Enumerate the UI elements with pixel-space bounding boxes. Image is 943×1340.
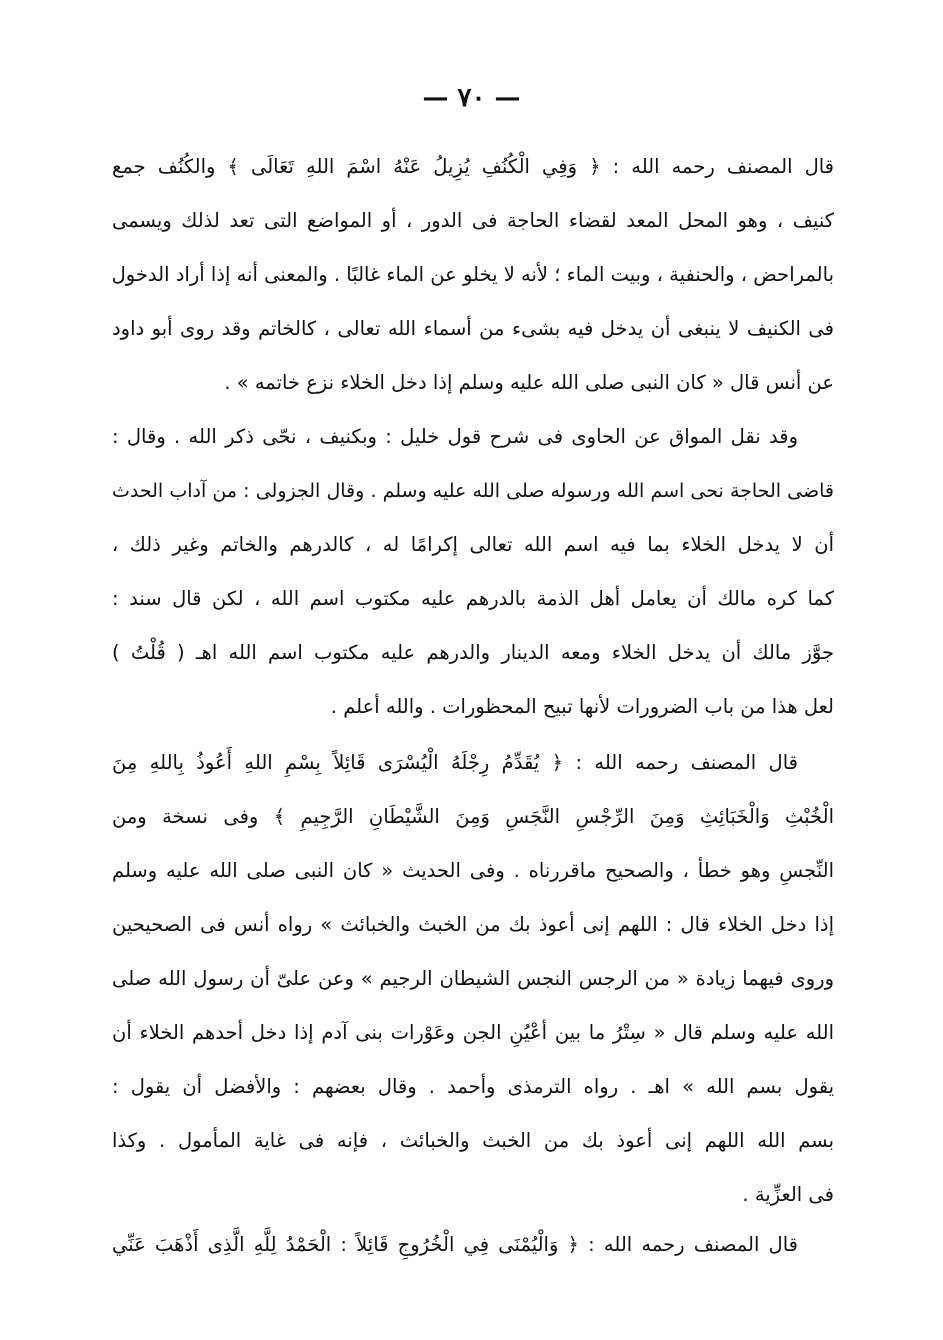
text-line: يقول بسم الله » اهـ . رواه الترمذى وأحمد . وقال بعضهم : والأفضل أن يقول : bbox=[112, 1075, 834, 1098]
text-line: فى الكنيف لا ينبغى أن يدخل فيه بشىء من أسماء الله تعالى ، كالخاتم وقد روى أبو داود bbox=[112, 317, 834, 340]
paragraph-3 bbox=[112, 736, 834, 1222]
text-line: وقد نقل المواق عن الحاوى فى شرح قول خليل : وبكنيف ، نحّى ذكر الله . وقال : bbox=[112, 425, 798, 448]
text-line: قال المصنف رحمه الله : ﴿ وَالْيُمْنَى فِي الْخُرُوجِ قَائِلاً : الْحَمْدُ لِلَّهِ الَّذِى أَذْهَبَ عَنِّي bbox=[112, 1233, 798, 1256]
paragraph-2 bbox=[112, 410, 834, 734]
text-line: بسم الله اللهم إنى أعوذ بك من الخبث والخبائث ، فإنه فى غاية المأمول . وكذا bbox=[112, 1129, 834, 1152]
text-line: إذا دخل الخلاء قال : اللهم إنى أعوذ بك من الخبث والخبائث » رواه أنس فى الصحيحين bbox=[112, 913, 834, 936]
text-line: قاضى الحاجة نحى اسم الله ورسوله صلى الله عليه وسلم . وقال الجزولى : من آداب الحدث bbox=[112, 480, 834, 502]
text-line: جوَّز مالك أن يدخل الخلاء ومعه الدينار والدرهم عليه مكتوب اسم الله اهـ ( قُلْتُ ) bbox=[112, 641, 834, 664]
text-line: كنيف ، وهو المحل المعد لقضاء الحاجة فى الدور ، أو المواضع التى تعد لذلك ويسمى bbox=[112, 209, 834, 232]
text-line: أن لا يدخل الخلاء بما فيه اسم الله تعالى إكرامًا له ، كالدرهم والخاتم وغير ذلك ، bbox=[112, 533, 834, 556]
text-line: عن أنس قال « كان النبى صلى الله عليه وسلم إذا دخل الخلاء نزع خاتمه » . bbox=[224, 371, 834, 394]
paragraph-1 bbox=[112, 140, 834, 410]
paragraph-4 bbox=[112, 1218, 834, 1272]
text-line: قال المصنف رحمه الله : ﴿ وَفِي الْكُنُفِ يُزِيلُ عَنْهُ اسْمَ اللهِ تَعَالَى ﴾ والكُنُف جمع bbox=[112, 155, 834, 178]
text-line: وروى فيهما زيادة « من الرجس النجس الشيطان الرجيم » وعن علىّ أن رسول الله صلى bbox=[112, 967, 834, 990]
text-line: لعل هذا من باب الضرورات لأنها تبيح المحظورات . والله أعلم . bbox=[330, 695, 834, 718]
text-line: فى العزِّية . bbox=[742, 1183, 834, 1206]
text-line: النِّجسِ وهو خطأ ، والصحيح ماقررناه . وفى الحديث « كان النبى صلى الله عليه وسلم bbox=[112, 859, 834, 882]
text-line: الله عليه وسلم قال « سِتْرُ ما بين أعْيُنِ الجن وعَوْرات بنى آدم إذا دخل أحدهم الخلاء أن bbox=[112, 1021, 834, 1044]
text-line: بالمراحض ، والحنفية ، وبيت الماء ؛ لأنه لا يخلو عن الماء غالبًا . والمعنى أنه إذا أراد الدخول bbox=[112, 263, 834, 286]
text-line: الْخُبْثِ وَالْخَبَائِثِ وَمِنَ الرِّجْسِ النَّجَسِ وَمِنَ الشَّيْطَانِ الرَّجِيمِ ﴾ وفى نسخة ومن bbox=[112, 805, 834, 828]
text-line: كما كره مالك أن يعامل أهل الذمة بالدرهم عليه مكتوب اسم الله ، لكن قال سند : bbox=[112, 587, 834, 610]
text-line: قال المصنف رحمه الله : ﴿ يُقَدِّمُ رِجْلَهُ الْيُسْرَى قَائِلاً بِسْمِ اللهِ أَعُوذُ بِاللهِ مِنَ bbox=[112, 751, 798, 774]
page-number: — ٧٠ — bbox=[422, 83, 521, 113]
